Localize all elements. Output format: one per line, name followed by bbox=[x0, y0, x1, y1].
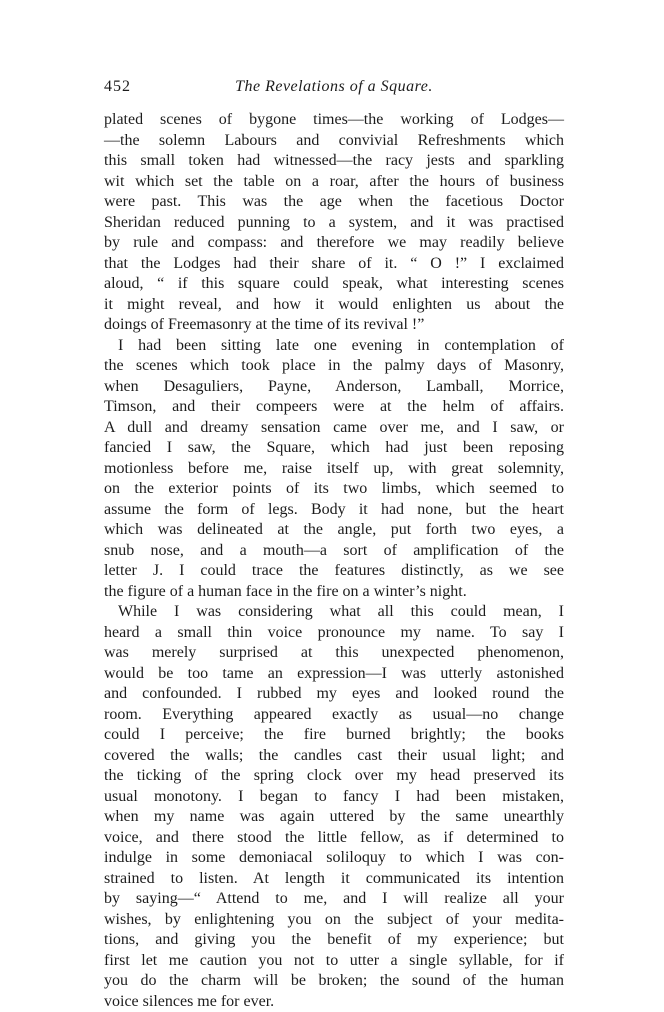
text-line: —the solemn Labours and convivial Refreshments which bbox=[104, 131, 564, 152]
text-line: wit which set the table on a roar, after the hours of business bbox=[104, 172, 564, 193]
text-line: voice silences me for ever. bbox=[104, 992, 564, 1012]
text-line: Timson, and their compeers were at the helm of affairs. bbox=[104, 397, 564, 418]
text-line: the scenes which took place in the palmy days of Masonry, bbox=[104, 356, 564, 377]
text-line: room. Everything appeared exactly as usual—no change bbox=[104, 705, 564, 726]
text-line: doings of Freemasonry at the time of its revival !” bbox=[104, 315, 564, 336]
paragraph-start-line: While I was considering what all this could mean, I bbox=[104, 602, 564, 623]
running-head bbox=[104, 74, 564, 100]
text-line: Sheridan reduced punning to a system, and it was practised bbox=[104, 213, 564, 234]
text-line: heard a small thin voice pronounce my name. To say I bbox=[104, 623, 564, 644]
text-line: by rule and compass: and therefore we may readily believe bbox=[104, 233, 564, 254]
text-line: first let me caution you not to utter a single syllable, for if bbox=[104, 951, 564, 972]
page-number: 452 bbox=[104, 74, 131, 100]
text-line: you do the charm will be broken; the sound of the human bbox=[104, 971, 564, 992]
text-line: and confounded. I rubbed my eyes and looked round the bbox=[104, 684, 564, 705]
text-line: usual monotony. I began to fancy I had been mistaken, bbox=[104, 787, 564, 808]
text-line: when Desaguliers, Payne, Anderson, Lamball, Morrice, bbox=[104, 377, 564, 398]
text-line: by saying—“ Attend to me, and I will realize all your bbox=[104, 889, 564, 910]
text-line: aloud, “ if this square could speak, what interesting scenes bbox=[104, 274, 564, 295]
text-line: plated scenes of bygone times—the working of Lodges— bbox=[104, 110, 564, 131]
text-line: covered the walls; the candles cast their usual light; and bbox=[104, 746, 564, 767]
text-line: assume the form of legs. Body it had none, but the heart bbox=[104, 500, 564, 521]
text-line: fancied I saw, the Square, which had just been reposing bbox=[104, 438, 564, 459]
text-line: this small token had witnessed—the racy jests and sparkling bbox=[104, 151, 564, 172]
text-line: the figure of a human face in the fire on a winter’s night. bbox=[104, 582, 564, 603]
text-line: would be too tame an expression—I was utterly astonished bbox=[104, 664, 564, 685]
text-line: voice, and there stood the little fellow, as if determined to bbox=[104, 828, 564, 849]
text-line: could I perceive; the fire burned brightly; the books bbox=[104, 725, 564, 746]
body-text bbox=[104, 110, 564, 1012]
text-line: which was delineated at the angle, put forth two eyes, a bbox=[104, 520, 564, 541]
running-title: The Revelations of a Square. bbox=[104, 74, 564, 100]
text-line: that the Lodges had their share of it. “ O !” I exclaimed bbox=[104, 254, 564, 275]
text-line: on the exterior points of its two limbs, which seemed to bbox=[104, 479, 564, 500]
text-line: motionless before me, raise itself up, with great solemnity, bbox=[104, 459, 564, 480]
text-line: when my name was again uttered by the same unearthly bbox=[104, 807, 564, 828]
text-line: A dull and dreamy sensation came over me, and I saw, or bbox=[104, 418, 564, 439]
book-page bbox=[104, 74, 564, 1012]
text-line: letter J. I could trace the features distinctly, as we see bbox=[104, 561, 564, 582]
text-line: indulge in some demoniacal soliloquy to which I was con- bbox=[104, 848, 564, 869]
text-line: were past. This was the age when the facetious Doctor bbox=[104, 192, 564, 213]
text-line: snub nose, and a mouth—a sort of amplification of the bbox=[104, 541, 564, 562]
text-line: the ticking of the spring clock over my head preserved its bbox=[104, 766, 564, 787]
text-line: was merely surprised at this unexpected phenomenon, bbox=[104, 643, 564, 664]
text-line: strained to listen. At length it communicated its intention bbox=[104, 869, 564, 890]
text-line: it might reveal, and how it would enlighten us about the bbox=[104, 295, 564, 316]
text-line: wishes, by enlightening you on the subject of your medita- bbox=[104, 910, 564, 931]
paragraph-start-line: I had been sitting late one evening in contemplation of bbox=[104, 336, 564, 357]
text-line: tions, and giving you the benefit of my experience; but bbox=[104, 930, 564, 951]
